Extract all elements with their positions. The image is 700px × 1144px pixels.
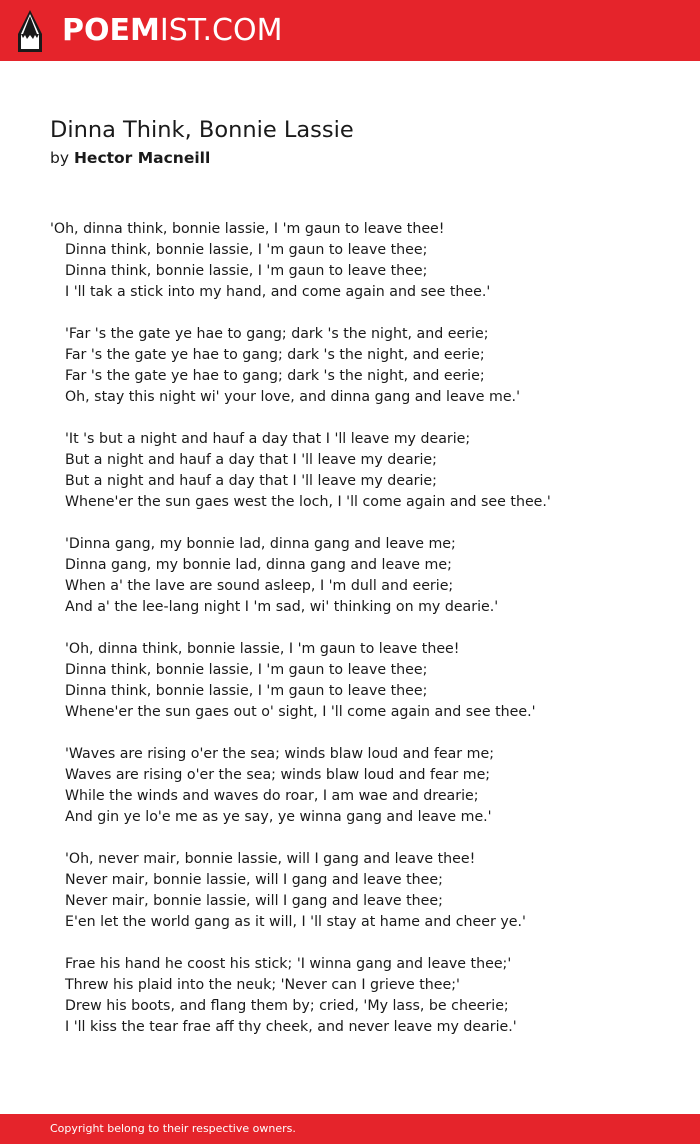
poem-line: 'Oh, never mair, bonnie lassie, will I gang and leave thee!	[65, 851, 476, 867]
pen-nib-icon[interactable]	[18, 10, 42, 52]
poem-line: Oh, stay this night wi' your love, and dinna gang and leave me.'	[65, 389, 520, 405]
poem-line: E'en let the world gang as it will, I 'll stay at hame and cheer ye.'	[65, 914, 526, 930]
poem-stanza	[50, 849, 670, 933]
poem-line: Whene'er the sun gaes west the loch, I 'll come again and see thee.'	[65, 494, 551, 510]
poem-stanza	[50, 429, 670, 513]
byline	[50, 149, 210, 167]
site-brand-link[interactable]	[62, 13, 282, 49]
poem-line: Dinna think, bonnie lassie, I 'm gaun to leave thee;	[65, 662, 428, 678]
site-footer	[0, 1114, 700, 1144]
poem-line: But a night and hauf a day that I 'll leave my dearie;	[65, 452, 437, 468]
poem-line: Dinna gang, my bonnie lad, dinna gang and leave me;	[65, 557, 452, 573]
poem-line: 'Far 's the gate ye hae to gang; dark 's the night, and eerie;	[65, 326, 489, 342]
author-name: Hector Macneill	[73, 149, 211, 167]
poem-stanza	[50, 639, 670, 723]
poem-stanza	[50, 324, 670, 408]
poem-line: When a' the lave are sound asleep, I 'm dull and eerie;	[65, 578, 454, 594]
brand-bold-text: POEM	[62, 13, 160, 48]
by-label: by	[50, 149, 70, 167]
poem-line: Frae his hand he coost his stick; 'I winna gang and leave thee;'	[65, 956, 512, 972]
poem-line: Dinna think, bonnie lassie, I 'm gaun to leave thee;	[65, 263, 428, 279]
poem-line: Waves are rising o'er the sea; winds blaw loud and fear me;	[65, 767, 491, 783]
poem-title: Dinna Think, Bonnie Lassie	[50, 117, 354, 143]
poem-line: 'Dinna gang, my bonnie lad, dinna gang and leave me;	[65, 536, 456, 552]
poem-body	[50, 219, 670, 1059]
poem-line: Dinna think, bonnie lassie, I 'm gaun to leave thee;	[65, 683, 428, 699]
poem-line: Whene'er the sun gaes out o' sight, I 'll come again and see thee.'	[65, 704, 536, 720]
poem-line: Far 's the gate ye hae to gang; dark 's the night, and eerie;	[65, 368, 485, 384]
poem-line: While the winds and waves do roar, I am wae and drearie;	[65, 788, 479, 804]
poem-line: And a' the lee-lang night I 'm sad, wi' thinking on my dearie.'	[65, 599, 499, 615]
poem-line: Dinna think, bonnie lassie, I 'm gaun to leave thee;	[65, 242, 428, 258]
poem-stanza	[50, 219, 670, 303]
brand-light-text: IST.COM	[159, 13, 283, 48]
poem-stanza	[50, 744, 670, 828]
poem-line: 'It 's but a night and hauf a day that I 'll leave my dearie;	[65, 431, 471, 447]
poem-line: I 'll kiss the tear frae aff thy cheek, and never leave my dearie.'	[65, 1019, 517, 1035]
poem-line: 'Waves are rising o'er the sea; winds blaw loud and fear me;	[65, 746, 494, 762]
poem-line: But a night and hauf a day that I 'll leave my dearie;	[65, 473, 437, 489]
copyright-text: Copyright belong to their respective owners.	[50, 1122, 296, 1135]
poem-line: I 'll tak a stick into my hand, and come again and see thee.'	[65, 284, 491, 300]
poem-line: And gin ye lo'e me as ye say, ye winna gang and leave me.'	[65, 809, 492, 825]
poem-line: Never mair, bonnie lassie, will I gang and leave thee;	[65, 893, 443, 909]
site-header	[0, 0, 700, 61]
poem-stanza	[50, 954, 670, 1038]
poem-line: Drew his boots, and flang them by; cried, 'My lass, be cheerie;	[65, 998, 509, 1014]
poem-line: Far 's the gate ye hae to gang; dark 's the night, and eerie;	[65, 347, 485, 363]
poem-line: Threw his plaid into the neuk; 'Never can I grieve thee;'	[65, 977, 460, 993]
poem-line: 'Oh, dinna think, bonnie lassie, I 'm gaun to leave thee!	[65, 641, 460, 657]
poem-line: Never mair, bonnie lassie, will I gang and leave thee;	[65, 872, 443, 888]
poem-line: 'Oh, dinna think, bonnie lassie, I 'm gaun to leave thee!	[50, 221, 445, 237]
poem-stanza	[50, 534, 670, 618]
